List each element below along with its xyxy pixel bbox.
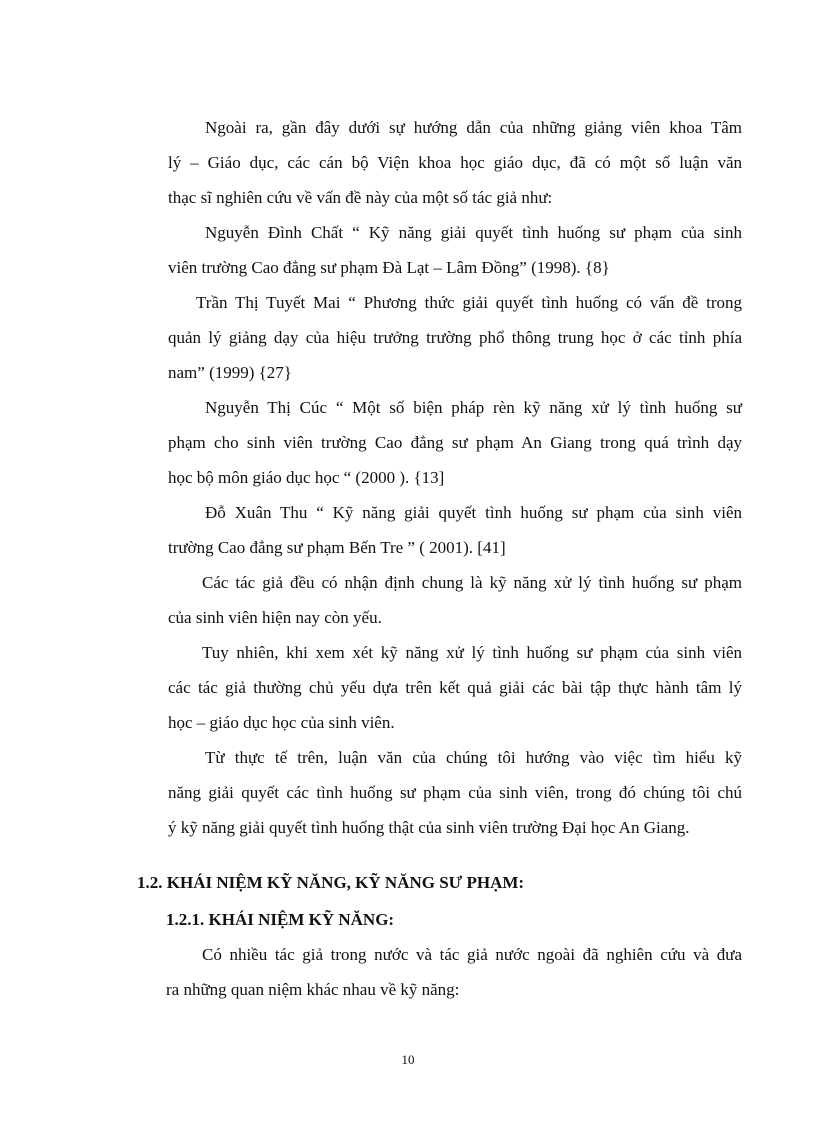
text-line: viên trường Cao đẳng sư phạm Đà Lạt – Lâm Đồng” (1998). {8} — [168, 258, 610, 277]
text-line: học bộ môn giáo dục học “ (2000 ). {13] — [168, 468, 445, 487]
text-line: học – giáo dục học của sinh viên. — [168, 713, 395, 732]
text-line: Ngoài ra, gần đây dưới sự hướng dẫn của những giảng viên khoa Tâm — [205, 118, 742, 137]
section-heading: 1.2. KHÁI NIỆM KỸ NĂNG, KỸ NĂNG SƯ PHẠM: — [137, 873, 525, 892]
text-line: Có nhiều tác giả trong nước và tác giả nước ngoài đã nghiên cứu và đưa — [202, 945, 742, 964]
text-line: ý kỹ năng giải quyết tình huống thật của sinh viên trường Đại học An Giang. — [168, 818, 690, 837]
text-line: Tuy nhiên, khi xem xét kỹ năng xử lý tình huống sư phạm của sinh viên — [202, 643, 742, 662]
text-line: Từ thực tế trên, luận văn của chúng tôi hướng vào việc tìm hiểu kỹ — [205, 748, 742, 767]
text-line: trường Cao đẳng sư phạm Bến Tre ” ( 2001). [41] — [168, 538, 506, 557]
text-line: Nguyễn Đình Chất “ Kỹ năng giải quyết tình huống sư phạm của sinh — [205, 223, 742, 242]
text-line: các tác giả thường chủ yếu dựa trên kết quả giải các bài tập thực hành tâm lý — [168, 678, 742, 697]
text-line: quản lý giảng dạy của hiệu trưởng trường phổ thông trung học ở các tỉnh phía — [168, 328, 742, 347]
text-line: Trần Thị Tuyết Mai “ Phương thức giải quyết tình huống có vấn đề trong — [196, 293, 742, 312]
subsection-heading: 1.2.1. KHÁI NIỆM KỸ NĂNG: — [166, 910, 395, 929]
text-line: lý – Giáo dục, các cán bộ Viện khoa học giáo dục, đã có một số luận văn — [168, 153, 742, 172]
text-line: của sinh viên hiện nay còn yếu. — [168, 608, 382, 627]
text-line: năng giải quyết các tình huống sư phạm của sinh viên, trong đó chúng tôi chú — [168, 783, 742, 802]
text-line: phạm cho sinh viên trường Cao đẳng sư phạm An Giang trong quá trình dạy — [168, 433, 742, 452]
text-line: nam” (1999) {27} — [168, 363, 292, 382]
page-number: 10 — [401, 1052, 415, 1067]
text-line: thạc sĩ nghiên cứu về vấn đề này của một số tác giả như: — [168, 188, 553, 207]
text-line: Nguyễn Thị Cúc “ Một số biện pháp rèn kỹ năng xử lý tình huống sư — [205, 398, 742, 417]
text-line: ra những quan niệm khác nhau về kỹ năng: — [166, 980, 460, 999]
text-line: Các tác giả đều có nhận định chung là kỹ năng xử lý tình huống sư phạm — [202, 573, 742, 592]
text-line: Đỗ Xuân Thu “ Kỹ năng giải quyết tình huống sư phạm của sinh viên — [205, 503, 742, 522]
